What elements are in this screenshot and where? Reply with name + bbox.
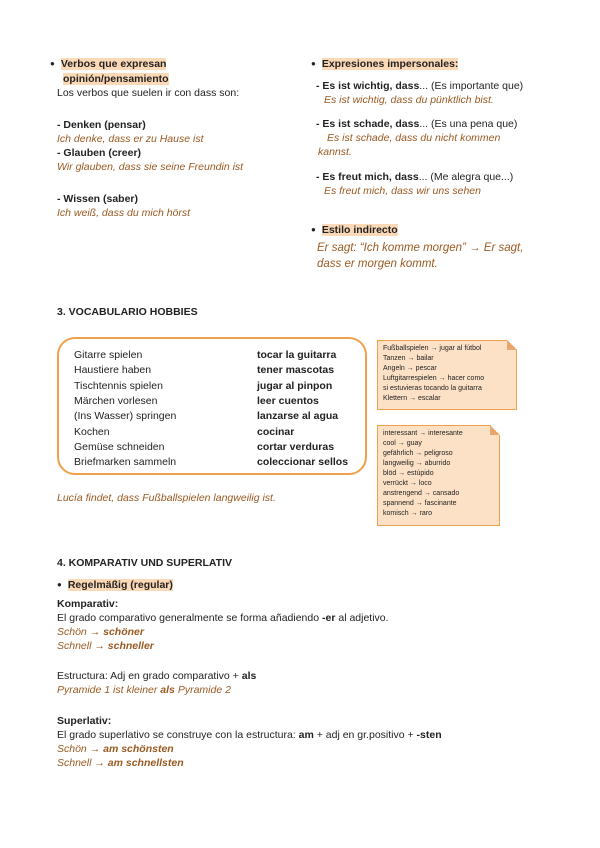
- section-4-title: 4. KOMPARATIV UND SUPERLATIV: [57, 557, 233, 569]
- verb-item: - Denken (pensar) Ich denke, dass er zu Hause ist - Glauben (creer) Wir glauben, dass sie seine Freundin ist: [57, 119, 244, 173]
- verb-item: - Wissen (saber) Ich weiß, dass du mich hörst: [57, 193, 191, 219]
- estructura-block: Estructura: Adj en grado comparativo + als Pyramide 1 ist kleiner als Pyramide 2: [57, 670, 257, 696]
- superlativ-block: Superlativ: El grado superlativo se construye con la estructura: am + adj en gr.positivo + -sten Schön → am schönsten Schnell → am schnellsten: [57, 715, 442, 769]
- vocab-row: Haustiere haben tener mascotas: [74, 364, 335, 376]
- superlativ-example: Schön → am schönsten: [57, 743, 174, 755]
- left-title-cont: opinión/pensamiento: [63, 73, 169, 85]
- left-section: [50, 57, 239, 100]
- superlativ-text: El grado superlativo se construye con la estructura: am + adj en gr.positivo + -sten: [57, 729, 442, 741]
- expression-item: - Es ist wichtig, dass... (Es importante que) Es ist wichtig, dass du pünktlich bist.: [316, 80, 524, 106]
- left-title: ● Verbos que expresan: [50, 57, 239, 72]
- section-3-title: 3. VOCABULARIO HOBBIES: [57, 306, 198, 318]
- sticky-note-adjectives: interessant → interesante cool → guay gefährlich → peligroso langweilig → aburrido blöd → estúpido verrückt → loco anstrengend → cansado spannend → fascinante komisch → raro: [377, 425, 500, 526]
- hobbies-example: Lucía findet, dass Fußballspielen langweilig ist.: [57, 492, 276, 504]
- right-title: ● Expresiones impersonales:: [311, 57, 458, 72]
- vocab-row: Gemüse schneiden cortar verduras: [74, 441, 335, 453]
- indirect-example: Er sagt: “Ich komme morgen” → Er sagt, dass er morgen kommt.: [317, 242, 524, 270]
- komparativ-example: Schnell → schneller: [57, 640, 154, 652]
- vocab-row: Tischtennis spielen jugar al pinpon: [74, 380, 333, 392]
- komparativ-example: Schön → schöner: [57, 626, 144, 638]
- expression-item: - Es ist schade, dass... (Es una pena que) Es ist schade, dass du nicht kommen kannst.: [316, 118, 518, 158]
- sticky-note-hobbies: Fußballspielen → jugar al fútbol Tanzen → bailar Angeln → pescar Luftgitarrespielen → hacer como si estuvieras tocando la guitarra Klettern → escalar: [377, 340, 517, 410]
- pyramide-example: Pyramide 1 ist kleiner als Pyramide 2: [57, 684, 231, 696]
- vocab-row: Gitarre spielen tocar la guitarra: [74, 349, 337, 361]
- regular-title: ● Regelmäßig (regular): [57, 578, 173, 593]
- vocab-row: Kochen cocinar: [74, 426, 295, 438]
- left-intro: Los verbos que suelen ir con dass son:: [57, 87, 240, 99]
- vocab-row: Briefmarken sammeln coleccionar sellos: [74, 456, 349, 468]
- indirect-title: ● Estilo indirecto: [311, 223, 398, 238]
- vocab-row: (Ins Wasser) springen lanzarse al agua: [74, 410, 339, 422]
- komparativ-block: Komparativ: El grado comparativo generalmente se forma añadiendo -er al adjetivo. Schön → schöner Schnell → schneller: [57, 598, 389, 652]
- expression-item: - Es freut mich, dass... (Me alegra que...) Es freut mich, dass wir uns sehen: [316, 171, 514, 197]
- komparativ-text: El grado comparativo generalmente se forma añadiendo -er al adjetivo.: [57, 612, 389, 624]
- vocab-row: Märchen vorlesen leer cuentos: [74, 395, 319, 407]
- vocab-box: [57, 337, 367, 475]
- superlativ-example: Schnell → am schnellsten: [57, 757, 184, 769]
